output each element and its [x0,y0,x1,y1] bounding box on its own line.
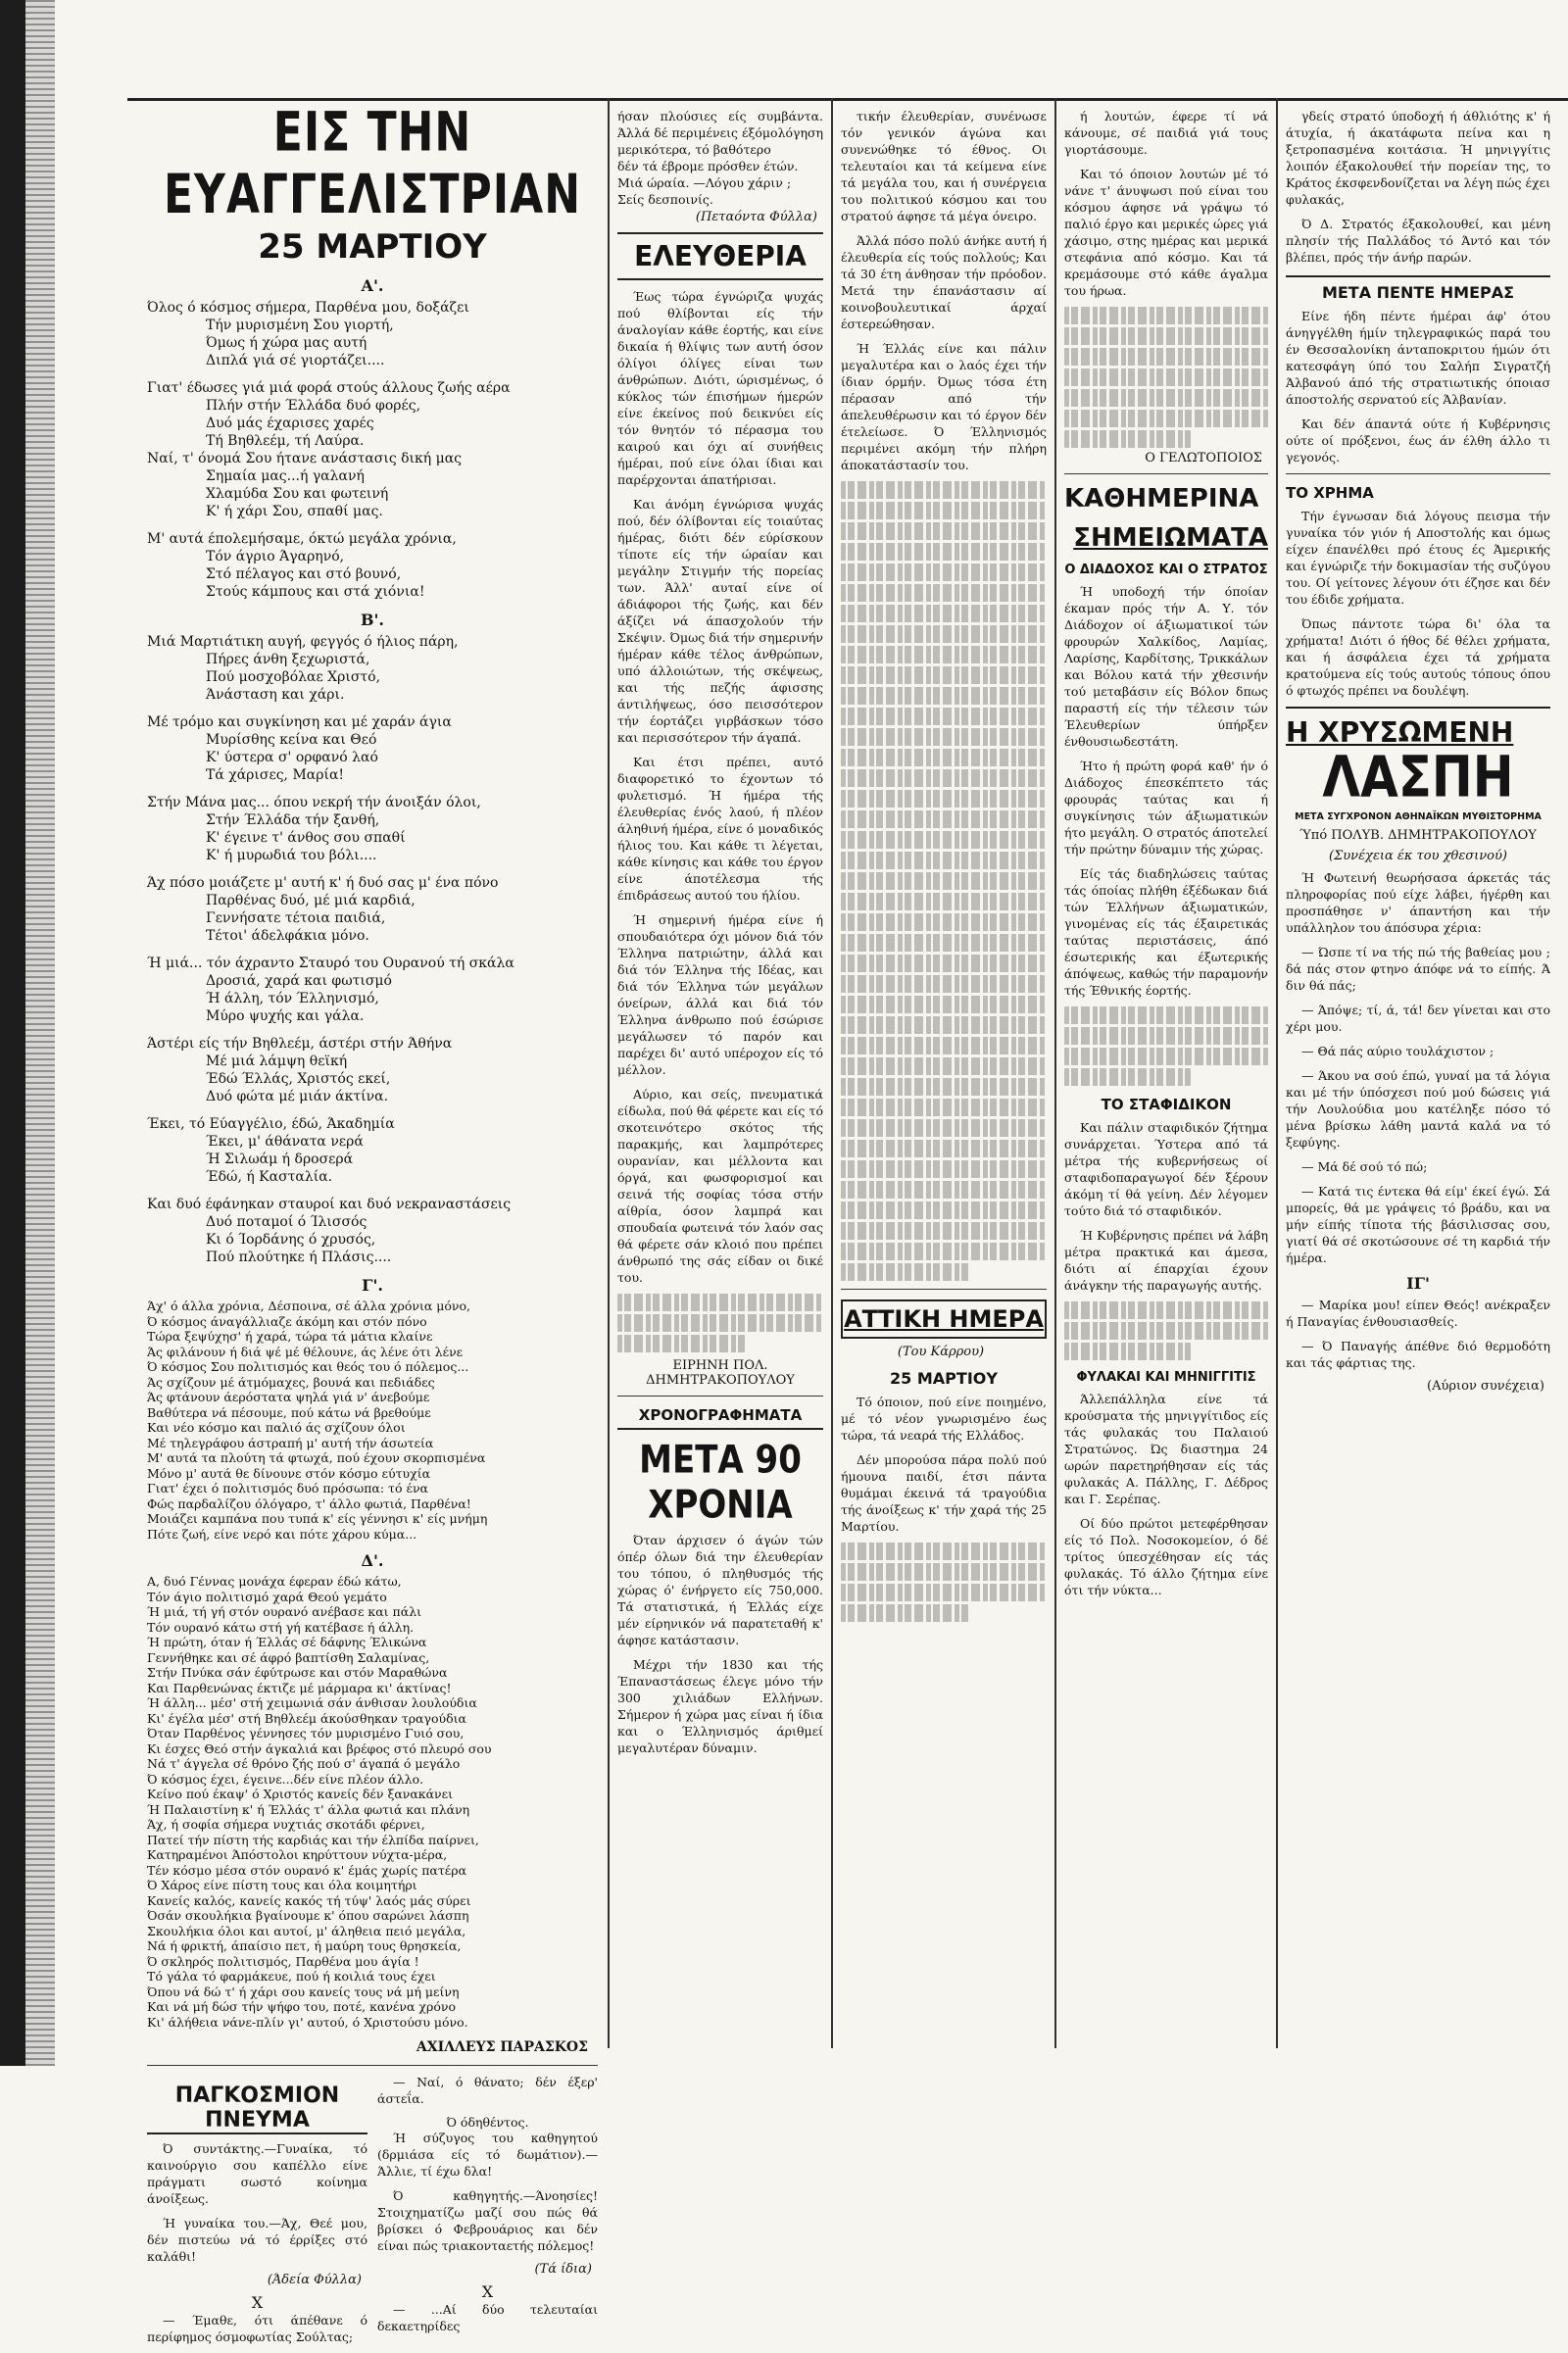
poem-part-b: Β'. [361,611,384,629]
verse-line: Κι' έγέλα μέσ' στή Βηθλεέμ άκούσθηκαν τραγούδια [147,1710,466,1726]
verse-line: Πού μοσχοβόλαε Χριστό, [206,669,381,685]
article-paragraph: Είνε ήδη πέντε ήμέραι άφ' ότου άνηγγέλθη ήμίν τηλεγραφικώς παρά του έν Θεσσαλονίκη άνταποκριτου ήμών ότι κατεσφάγη ύπό του Σαλήπ Σιγρατζή Άλβανού άπό τής στρατιωτικής όποιασ άποστολής σερνατού είς Άλβανίαν. [1286,309,1550,407]
verse-line: Ή Παλαιστίνη κ' ή Έλλάς τ' άλλα φωτιά και πλάνη [147,1801,470,1817]
verse-line: Ή πρώτη, όταν ή Έλλάς σέ δάφνης Έλικώνα [147,1635,427,1649]
text-lines-placeholder [841,975,1047,993]
text-lines-placeholder [841,872,1047,890]
verse-line: Στήν Έλλάδα τήν ξανθή, [206,812,380,828]
text-lines-placeholder [841,687,1047,705]
snippet-line: Μιά ώραία. —Λόγου χάριν ; [617,175,792,190]
article-paragraph: Τήν έγνωσαν διά λόγους πεισμα τήν γυναίκα τόν γιόν ή Αποστολής και όμως είχεν έπανέλθει πρό έτους ές Άμερικής και έγνώριζε τήν δοκιμασίαν τής συζύγου του. Οί γείτονες λέγουν ότι έζησε και δέν του έδιδε χρήματα. [1286,509,1550,607]
pneuma-left [147,2074,368,2353]
column-feuilleton [1286,108,1550,2058]
verse-line: Έδώ Έλλάς, Χριστός εκεί, [206,1071,391,1087]
poem-part-c: Γ'. [362,1276,383,1295]
text-lines-placeholder [617,1294,823,1311]
stanza-13 [147,1574,598,2030]
column-rule-3 [1054,98,1056,2048]
article-paragraph: Ή Κυβέρνησις πρέπει νά λάβη μέτρα πρακτικά και άμεσα, διότι αί έπαρχίαι έχουν άνάγκην τής παραγωγής αυτής. [1064,1228,1268,1293]
verse-line: Τά χάρισες, Μαρία! [206,767,345,783]
novel-paragraph: — Ό Παναγής άπέθνε διό θερμοδότη και τάς φάρτιας της. [1286,1339,1550,1370]
verse-line: Πού πλούτηκε ή Πλάσις.... [206,1250,392,1265]
novel-paragraph: — Μαρίκα μου! είπεν Θεός! ανέκραξεν ή Παναγίας ένθουσιασθείς. [1286,1298,1550,1329]
text-lines-placeholder [841,543,1047,561]
chrima-title: ΤΟ ΧΡΗΜΑ [1286,484,1374,502]
text-lines-placeholder [841,1243,1047,1260]
verse-line: Τέν κόσμο μέσα στόν ουρανό κ' έμάς χωρίς πατέρα [147,1862,467,1878]
verse-line: Πλήν στήν Έλλάδα δυό φορές, [206,398,421,414]
article-paragraph: Και τό όποιον λουτών μέ τό νάνε τ' άνυψωσι πού είναι του κόσμου άφησε νά γράψω τό παλιό έργο και μερικές ώρες γιά χάσιμο, στης ημέρας και μερικά στεφάνια από κόσμο. Και τά κρεμάσουμε στό κάθε άγαλμα του ήρωα. [1064,167,1268,298]
text-lines-placeholder [841,1563,1047,1581]
article-paragraph: Ό Δ. Στρατός έξακολουθεί, και μένη πλησίν τής Παλλάδος τό Άντό και τόν βλέπει, πρός τήν άνήρ παρών. [1286,217,1550,265]
text-lines-placeholder [841,666,1047,684]
verse-line: Τώρα ξεψύχησ' ή χαρά, τώρα τά μάτια κλαίνε [147,1329,433,1344]
text-lines-placeholder [841,522,1047,540]
attiki-title: ΑΤΤΙΚΗ ΗΜΕΡΑ [841,1299,1047,1339]
text-lines-placeholder [841,728,1047,746]
verse-line: Κ' έγεινε τ' άνθος σου σπαθί [206,830,406,846]
novel-next: (Αύριον συνέχεια) [1427,1379,1544,1394]
verse-line: Γιατ' έχει ό πολιτισμός δυό πρόσωπα: τό ένα [147,1481,428,1495]
text-lines-placeholder [841,769,1047,787]
divider [1064,473,1268,474]
joke-paragraph: Ή γυναίκα του.—Άχ, Θεέ μου, δέν πιστεύω νά τό έρρίξες στό καλάθι! [147,2216,368,2264]
text-lines-placeholder [841,955,1047,972]
text-lines-placeholder [841,1160,1047,1178]
novel-section-number: ΙΓ' [1406,1274,1430,1293]
page-binding-edge [25,0,55,2066]
verse-line: Άστέρι είς τήν Βηθλεέμ, άστέρι στήν Άθήνα [147,1036,453,1052]
stanza-5 [147,713,598,784]
chronographimata-title: ΧΡΟΝΟΓΡΑΦΗΜΑΤΑ [617,1406,823,1430]
stanza-11 [147,1196,598,1266]
text-lines-placeholder [841,1181,1047,1199]
joke-paragraph: — Έμαθε, ότι άπέθανε ό περίφημος όσμοφωτίας Σούλτας; [147,2313,368,2344]
verse-line: Άχ, ή σοφία σήμερα νυχτιάς σκοτάδι φέρνει, [147,1817,425,1832]
article-paragraph: Όταν άρχισεν ό άγών τών όπέρ όλων διά την έλευθερίαν του τόπου, ό πληθυσμός τής χώρας ό' ένήργετο είς 750,000. Τά στατιστικά, ή Έλλάς είχε μέν είρηνικόν νά παρατεταθή κ' άφησε κατάστασιν. [617,1533,823,1647]
verse-line: Κι ό Ίορδάνης ό χρυσός, [206,1232,376,1248]
text-lines-placeholder [841,893,1047,910]
verse-line: Και δυό έφάνηκαν σταυροί και δυό νεκραναστάσεις [147,1197,512,1212]
verse-line: Γιατ' έδωσες γιά μιά φορά στούς άλλους ζωής αέρα [147,380,511,396]
verse-line: Πήρες άνθη ξεχωριστά, [206,652,370,667]
verse-line: Όλος ό κόσμος σήμερα, Παρθένα μου, δοξάζει [147,300,469,316]
verse-line: Βαθύτερα νά πέσουμε, πού κάτω νά βρεθούμε [147,1404,431,1420]
text-lines-placeholder [1064,348,1268,366]
joke-paragraph: Ό καθηγητής.—Άνοησίες! Στοιχηματίζω μαζί σου πώς θά βρίσκει ό Φεβρουάριος και δέν είναι πώς τριακονταετής πόλεμος! [377,2188,598,2253]
novel-author: Ύπό ΠΟΛΥΒ. ΔΗΜΗΤΡΑΚΟΠΟΥΛΟΥ [1299,828,1537,843]
attiki-credit: (Του Κάρρου) [897,1345,985,1359]
text-lines-placeholder [841,708,1047,725]
article-paragraph: Ή Έλλάς είνε και πάλιν μεγαλυτέρα και ο λαός έχει τήν ίδιαν όρμήν. Όμως τόσα έτη πέρασαν από τήν άπελευθέρωσιν και τό έργον δέν έτελείωσε. Ό Έλληνισμός περιμένει ακόμη τήν πλήρη άποκατάστασίν του. [841,341,1047,472]
poem-part-d: Δ'. [361,1551,384,1570]
verse-line: Όσάν σκουλήκια βγαίνουμε κ' όπου σαρώνει λάσπη [147,1908,469,1923]
verse-line: Ή μιά, τή γή στόν ουρανό ανέβασε και πάλι [147,1604,422,1619]
verse-line: Σκουλήκια όλοι και αυτοί, μ' άληθεια πειό μεγάλα, [147,1923,466,1938]
verse-line: Στήν Μάνα μας... όπου νεκρή τήν άνοιξάν όλοι, [147,795,481,810]
poem-part-a: Α'. [361,276,384,295]
article-paragraph: Ή σημερινή ήμέρα είνε ή σπουδαιότερα όχι μόνον διά τόν Έλληνα πατριώτην, άλλά και διά τόν Έλληνα τής Ιδέας, και διά τόν Έλληνα τών μεγάλων όνείρων, άλλά και διά τόν Έλληνα άνθρωπο πού έσώρισε μεγάλωσεν τό παρόν και παρέχει δι' αυτό υπέροχον είς τό μέλλον. [617,912,823,1077]
article-paragraph: Άλλεπάλληλα είνε τά κρούσματα τής μηνιγγίτιδος είς τάς φυλακάς του Παλαιού Στρατώνος. Ώς διαστημα 24 ωρών παρετηρήθησαν είς τάς φυλακάς Α. Πάλλης, Γ. Δέδρος και Γ. Σερέπας. [1064,1392,1268,1506]
attiki-date: 25 ΜΑΡΤΙΟΥ [890,1369,998,1388]
snippet-line: δέν τά έβρομε πρόσθεν έτών. [617,159,799,173]
article-paragraph: Έως τώρα έγνώριζα ψυχάς πού θλίβονται είς τήν άναλογίαν κάθε έορτής, και είνε δικαία ή θλίψις των αυτή όσον όλίγοι όλίγες είναι των άνθρώπων. Διότι, ώρισμένως, ό κύκλος τών έπισήμων ήμερών είνε έκείνος πού δεικνύει είς τόν θνητόν τό πέρασμα του καιρού και όχι αί συνήθεις ήμέραι, πού είνε όλαι ίδιαι και παρέρχονται άπατήρισαι. [617,289,823,487]
text-lines-placeholder [841,605,1047,622]
verse-line: Άχ πόσο μοιάζετε μ' αυτή κ' ή δυό σας μ' ένα πόνο [147,875,499,891]
article-paragraph: Είς τάς διαδηλώσεις ταύτας τάς όποίας πλήθη έξέδωκαν διά τών Έλλήνων άξιωματικών, γινομένας είς τάς έξαιρετικάς ταύτας περιστάσεις, άπό έσωτερικής και έξωτερικής άπόψεως, καθώς τήν παραμονήν τής Έθνικής έορτής. [1064,866,1268,998]
verse-line: Στούς κάμπους και στά χιόνια! [206,584,425,600]
verse-line: Μ' αυτά τα πλούτη τά φτωχά, πού έχουν σκορπισμένα [147,1450,486,1465]
divider [1286,707,1550,709]
text-lines-placeholder [841,481,1047,499]
article-paragraph: Και πάλιν σταφιδικόν ζήτημα συνάρχεται. Ύστερα από τά μέτρα τής κυβερνήσεως οί σταφιδοπαραγωγοί δέν ξέρουν άκόμη τί θά γείνη. Δέν λέγομεν τούτο διά τό σταφιδικόν. [1064,1120,1268,1218]
joke-paragraph: Ό συντάκτης.—Γυναίκα, τό καινούργιο σου καπέλλο είνε πράγματι σωστό κοίνημα άνοίξεως. [147,2141,368,2206]
verse-line: Ό σκληρός πολιτισμός, Παρθένα μου άγία ! [147,1953,419,1969]
article-paragraph: Και άνόμη έγνώρισα ψυχάς πού, δέν όλίβονται είς τοιαύτας ήμέρας, διότι δέν εύρίσκουν τίποτε είς τήν ώραίαν και μεγάλην Στιγμήν τής πορείας των. Άλλ' αυταί είνε οί άδιάφοροι τής ζωής, και δέν άξίζει νά άπασχολούν τήν Σκέψιν. Όμως διά τήν σημερινήν ήμέραν κάθε τέλος άνθρώπων, υπό άλλοιώτων, τής σκέψεως, και τής πεζής άφισσης άντιλήψεως, όσο πεισσότερον τήν έορτάζει γιρβάσκων τόσο και περισσότερον τήν άγαπά. [617,497,823,745]
verse-line: Κείνο πού έκαψ' ό Χριστός κανείς δέν ξανακάνει [147,1787,454,1801]
verse-line: Μοιάζει καμπάνα που τυπά κ' είς γέννησι κ' είς μνήμη [147,1511,488,1526]
verse-line: Τόν ουρανό κάτω στή γή κατέβασε ή άλλη. [147,1619,415,1635]
verse-line: Κ' ή χάρι Σου, σπαθί μας. [206,504,383,519]
diadochos-title: Ο ΔΙΑΔΟΧΟΣ ΚΑΙ Ο ΣΤΡΑΤΟΣ [1064,563,1268,577]
verse-line: Άς φτάνουν άερόστατα ψηλά γιά ν' άνεβούμε [147,1390,430,1404]
verse-line: Έκει, μ' άθάνατα νερά [206,1134,364,1150]
text-lines-placeholder [841,913,1047,931]
stanza-9 [147,1035,598,1105]
article-paragraph: γδείς στρατό ύποδοχή ή άθλιότης κ' ή άτυχία, ή άκατάφωτα πείνα και η ξετροπασμένα κοιτάσια. Ή μηνιγγίτις λοιπόν έξακολουθεί τήν πορείαν της, το Κράτος έκσφενδονίζεται να λέγη πώς έχει φυλακάς, [1286,109,1550,207]
poem-signature: ΑΧΙΛΛΕΥΣ ΠΑΡΑΣΚΟΣ [416,2039,588,2055]
verse-line: Παρθένας δυό, μέ μιά καρδιά, [206,893,416,908]
joke-credit: (Άδεία Φύλλα) [267,2273,362,2287]
joke-separator: X [481,2282,494,2301]
article-paragraph: Τό όποιον, πού είνε ποιημένο, μέ τό νέον γνωρισμένο έως τώρα, τά νεαρά τής Ελλάδος. [841,1395,1047,1443]
verse-line: Και Παρθενώνας έκτιζε μέ μάρμαρα κι' άκτίνας! [147,1680,452,1695]
text-lines-placeholder [1064,368,1268,386]
verse-line: Έδώ, ή Κασταλία. [206,1169,333,1185]
novel-paragraph: — Άπόψε; τί, ά, τά! δεν γίνεται και στο χέρι μου. [1286,1003,1550,1034]
column-rule-1 [608,98,610,2048]
novel-paragraph: Ή Φωτεινή θεωρήσασα άρκετάς τάς πληροφορίας πού είχε λάβει, ήγέρθη και προσπάθησε ν' άπαντήση και τήν υπάλληλον του άπόσυρα χέρια: [1286,870,1550,935]
verse-line: Ό κόσμος έχει, έγεινε...δέν είνε πλέον άλλο. [147,1771,424,1787]
poem-title: ΕΙΣ ΤΗΝ ΕΥΑΓΓΕΛΙΣΤΡΙΑΝ [163,101,582,226]
text-lines-placeholder [841,1140,1047,1157]
text-lines-placeholder [841,564,1047,581]
verse-line: Μέ μιά λάμψη θεϊκή [206,1054,348,1069]
divider [617,1396,823,1397]
text-lines-placeholder [1064,1027,1268,1045]
stanza-4 [147,633,598,704]
verse-line: Κανείς καλός, κανείς κακός τή τύψ' λαός μάς σύρει [147,1892,471,1908]
article-paragraph: Ή υποδοχή τήν όποίαν έκαμαν πρός τήν Α. Υ. τόν Διάδοχον οί άξιωματικοί τών φρουρών Χαλκίδος, Λαμίας, Λαρίσης, Καρδίτσης, Τρικκάλων και Βόλου κατά τήν χθεσινήν τού μεταβάσιν είς Βόλον δπως παραστή είς τήν τέλεσιν τών Έλευθερίων ύπήρξεν ένθουσιωδεστάτη. [1064,584,1268,749]
joke-paragraph: Ή σύζυγος του καθηγητού (δρμιάσα είς τό δωμάτιον).—Άλλιε, τί έχω δλα! [377,2131,598,2179]
verse-line: Κ' ή μυρωδιά του βόλι.... [206,848,377,863]
text-lines-placeholder [841,831,1047,849]
article-paragraph: Μέχρι τήν 1830 και τής Έπαναστάσεως έλεγε μόνο τήν 300 χιλιάδων Ελλήνων. Σήμερον ή χώρα μας είναι ή ίδια και ο Έλληνισμός άριθμεί μεγαλυτέραν δύναμιν. [617,1657,823,1755]
text-lines-placeholder [841,1037,1047,1054]
joke-paragraph: — Ναί, ό θάνατο; δέν έξερ' άστεΐα. [377,2075,598,2106]
verse-line: Μέ τρόμο και συγκίνηση και μέ χαράν άγια [147,714,452,730]
phylakai-title: ΦΥΛΑΚΑΙ ΚΑΙ ΜΗΝΙΓΓΙΤΙΣ [1076,1370,1256,1385]
verse-line: Δυό φώτα μέ μιάν άκτίνα. [206,1089,389,1104]
verse-line: Άνάσταση και χάρι. [206,687,345,703]
verse-line: Τήν μυρισμένη Σου γιορτή, [206,318,394,333]
verse-line: Μ' αυτά έπολεμήσαμε, όκτώ μεγάλα χρόνια, [147,531,457,547]
snippet-line: ήσαν πλούσιες είς συμβάντα. Άλλά δέ περιμένεις έξόμολόγηση μερικότερα, τό βαθότερο [617,109,823,157]
verse-line: Πατεί τήν πίστη τής καρδιάς και τήν έλπίδα παίρνει, [147,1832,479,1847]
column-rule-2 [831,98,833,2048]
verse-line: Στό πέλαγος και στό βουνό, [206,566,402,582]
stafidikon-title: ΤΟ ΣΤΑΦΙΔΙΚΟΝ [1101,1096,1232,1113]
verse-line: Πότε ζωή, είνε νερό και πότε χάρου κύμα... [147,1526,417,1542]
eleftheria-title: ΕΛΕΥΘΕΡΙΑ [617,232,823,280]
verse-line: Τόν άγιο πολιτισμό χαρά Θεού γεμάτο [147,1589,387,1604]
text-lines-placeholder [841,749,1047,766]
gelotopoios-signature: Ο ΓΕΛΩΤΟΠΟΙΟΣ [1145,451,1262,466]
verse-line: Και νά μή δώσ τήν ψήφο του, ποτέ, κανένα χρόνο [147,1999,456,2014]
text-lines-placeholder [841,1078,1047,1096]
verse-line: Και νέο κόσμο και παλιό άς σχίζουν όλοι [147,1420,406,1435]
text-lines-placeholder [841,934,1047,952]
text-lines-placeholder [841,502,1047,519]
verse-line: Ό κόσμος Σου πολιτισμός και θεός του ό πόλεμος... [147,1359,469,1374]
text-lines-placeholder [841,1584,1047,1601]
text-lines-placeholder [1064,327,1268,345]
text-lines-placeholder [841,1201,1047,1219]
text-lines-placeholder [617,1314,823,1332]
verse-line: Όπου νά δώ τ' ή χάρι σου κανείς τους νά μή μείνη [147,1984,460,1999]
text-lines-placeholder [841,584,1047,602]
snippet-credit: (Πεταόντα Φύλλα) [695,210,817,224]
verse-line: Άς φιλάνουν ή διά ψέ μέ θέλουνε, άς λένε ότι λένε [147,1344,464,1359]
stanza-3 [147,530,598,601]
verse-line: Ή Σιλωάμ ή δροσερά [206,1152,354,1167]
verse-line: Ό κόσμος άναγάλλιαζε άκόμη και στόν πόνο [147,1313,427,1329]
article-paragraph: Και δέν άπαντά ούτε ή Κυβέρνησις ούτε οί πρόξενοι, έως άν έλθη άλλο τι γεγονός. [1286,417,1550,465]
stanza-8 [147,955,598,1025]
text-lines-placeholder [841,790,1047,808]
novel-paragraph: — Ώσπε τί να τής πώ τής βαθείας μου ; δά πάς στον φτηνο άπόφε νά το είπής. Ά διν θά πάς; [1286,945,1550,993]
verse-line: Κ' ύστερα σ' ορφανό λαό [206,750,378,765]
text-lines-placeholder [617,1335,745,1352]
divider [841,1289,1047,1290]
text-lines-placeholder [841,646,1047,663]
verse-line: Δροσιά, χαρά και φωτισμό [206,973,392,989]
text-lines-placeholder [1064,430,1191,448]
verse-line: Στήν Πνύκα σάν έφύτρωσε και στόν Μαραθώνα [147,1665,448,1680]
verse-line: Α, δυό Γέννας μονάχα έφεραν έδώ κάτω, [147,1574,402,1589]
text-lines-placeholder [841,852,1047,869]
article-paragraph: Άλλά πόσο πολύ άνήκε αυτή ή έλευθερία είς τούς πολλούς; Και τά 30 έτη άνθησαν τήν πρόοδον. Μετά την έπανάστασιν αί κοινοβουλευτικαί άρχαί έστερεώθησαν. [841,233,1047,331]
text-lines-placeholder [1064,1301,1268,1319]
kathimerina-title: ΚΑΘΗΜΕΡΙΝΑ [1064,484,1259,514]
text-lines-placeholder [841,1222,1047,1240]
verse-line: Δυό ποταμοί ό Ίλισσός [206,1214,368,1230]
verse-line: Τέτοι' άδελφάκια μόνο. [206,928,369,944]
verse-line: Μυρίσθης κείνα και Θεό [206,732,377,748]
novel-paragraph: — Θά πάς αύριο τουλάχιστον ; [1301,1044,1494,1058]
verse-line: Μέ τηλεγράφου άστραπή μ' αυτή τήν άσωτεία [147,1435,434,1450]
text-lines-placeholder [841,996,1047,1013]
verse-line: Ναί, τ' όνομά Σου ήτανε ανάστασις δική μας [147,451,463,466]
simeiomata-title: ΣΗΜΕΙΩΜΑΤΑ [1073,523,1268,553]
article-paragraph: Δέν μπορούσα πάρα πολύ πού ήμουνα παιδί, έτσι πάντα θυμάμαι έκεινά τά τραγούδια τής άνοίξεως κ' τήν χαρά τής 25 Μαρτίου. [841,1452,1047,1534]
stanza-1 [147,299,598,369]
article-paragraph: Και έτσι πρέπει, αυτό διαφορετικό το έχοντων τό φυλετισμό. Ή ήμέρα τής έλευθερίας ένός λαού, ή πλέον άληθινή ήμέρα, είνε ό μοναδικός ήλιος του. Και κάθε τι λέγεται, κάθε κίνησις και κάθε του έργον είνε άποτέλεσμα τής έπιδράσεως αυτού του ήλίου. [617,755,823,903]
text-lines-placeholder [1064,1343,1191,1360]
novel-subtitle: ΜΕΤΑ ΣΥΓΧΡΟΝΟΝ ΑΘΗΝΑΪΚΩΝ ΜΥΘΙΣΤΟΡΗΜΑ [1295,811,1542,822]
verse-line: Όταν Παρθένος γέννησες τόν μυρισμένο Γυιό σου, [147,1726,465,1740]
joke-paragraph: Ό όδηθέντος. [446,2115,529,2130]
verse-line: Μύρο ψυχής και γάλα. [206,1008,365,1024]
text-lines-placeholder [841,1604,968,1622]
article-paragraph: τικήν έλευθερίαν, συνένωσε τόν γενικόν άγώνα και συνενώθηκε τό έθνος. Οι τελευταίοι και τά κείμενα είνε τά μεγάλα του, και ή συνέργεια του πολιτικού κόσμου και του στρατού άφησε τά μέγα όνειρο. [841,109,1047,223]
article-paragraph: Οί δύο πρώτοι μετεφέρθησαν είς τό Πολ. Νοσοκομείον, ό δέ τρίτος ύπεσχέθησαν είς τάς φυλακάς. Τό άλλο ζήτημα είνε ότι τήν νύκτα... [1064,1516,1268,1597]
text-lines-placeholder [1064,1068,1191,1086]
text-lines-placeholder [841,1099,1047,1116]
pneuma-section [147,2074,598,2353]
verse-line: Τό γάλα τό φαρμάκευε, πού ή κοιλιά τους έχει [147,1969,436,1984]
text-lines-placeholder [841,1016,1047,1034]
novel-paragraph: — Κατά τις έντεκα θά είμ' έκεί έγώ. Σά μπορείς, θά με γράψεις τό βράδυ, και να μήν είπής τίποτα τής βάσιλισσας σου, γιατί θά σέ σκοτώσουνε σέ τη καρδιά τήν ήμέρα. [1286,1184,1550,1265]
column-eleftheria [617,108,823,2058]
article-paragraph: Ήτο ή πρώτη φορά καθ' ήν ό Διάδοχος έπεσκέπτετο τάς φρουράς ταύτας και ή συγκίνησις τών άξιωματικών ήτο μεγάλη. Ο στρατός άποτελεί τήν πρώτην δύναμιν τής χώρας. [1064,759,1268,857]
verse-line: Κι έσχες Θεό στήν άγκαλιά και βρέφος στό πλευρό σου [147,1740,492,1756]
verse-line: Γεννήσατε τέτοια παιδιά, [206,910,386,926]
verse-line: Κατηραμένοι Άπόστολοι κηρύττουν νύχτα-μέρα, [147,1847,448,1862]
top-snippet [617,108,823,208]
text-lines-placeholder [841,810,1047,828]
novel-paragraph: — Μά δέ σού τό πώ; [1301,1159,1428,1174]
verse-line: Άχ' ό άλλα χρόνια, Δέσποινα, σέ άλλα χρόνια μόνο, [147,1299,471,1313]
verse-line: Σημαία μας...ή γαλανή [206,468,365,484]
article-byline: ΕΙΡΗΝΗ ΠΟΛ. ΔΗΜΗΤΡΑΚΟΠΟΥΛΟΥ [646,1358,795,1388]
verse-line: Νά τ' άγγελα σέ θρόνο ζής πού σ' άγαπά ό μεγάλο [147,1756,461,1771]
verse-line: Μόνο μ' αυτά θε δίνουνε στόν κόσμο εύτυχία [147,1465,431,1481]
text-lines-placeholder [1064,410,1268,427]
stanza-10 [147,1115,598,1186]
text-lines-placeholder [1064,1006,1268,1024]
article-paragraph: Αύριο, και σείς, πνευματικά είδωλα, πού θά φέρετε και είς τό σκοτεινότερο σκότος τής παρακμής, και λαμπρότερες ουρανίαν, και μέλλοντα και όργά, και φωσφορισμοί και σεινά τής σοφίας τόσα στήν αίθρία, όσον λαμπρά και σπουδαία φωτεινά τόν λαόν σας θά φέρετε σάν κλοιό που πρέπει άνθρωπό της σάς είδαν οι δικέ του. [617,1087,823,1285]
text-lines-placeholder [841,625,1047,643]
stanza-2 [147,379,598,520]
text-lines-placeholder [841,1119,1047,1137]
verse-line: Δυό μάς έχαρισες χαρές [206,416,374,431]
joke-credit: (Τά ίδια) [534,2262,592,2277]
page-binding [0,0,25,2066]
verse-line: Έκει, τό Εύαγγέλιο, έδώ, Άκαδημία [147,1116,395,1132]
verse-line: Άς σχίζουν μέ άτμόμαχες, βουνά και πεδιάδες [147,1374,435,1390]
verse-line: Ή άλλη, τόν Έλληνισμό, [206,991,379,1006]
novel-continuation: (Συνέχεια έκ του χθεσινού) [1329,849,1507,863]
verse-line: Φώς παρδαλίζου όλόγαρο, τ' άλλο φωτιά, Παρθένα! [147,1495,471,1511]
verse-line: Γεννήθηκε και σέ άφρό βαπτίσθη Σαλαμίνας, [147,1649,430,1665]
meta-pente-title: ΜΕΤΑ ΠΕΝΤΕ ΗΜΕΡΑΣ [1286,275,1550,302]
snippet-line: Σείς δεσποινίς. [617,192,713,207]
poem-date: 25 ΜΑΡΤΙΟΥ [258,227,487,267]
verse-line: Ό Χάρος είνε πίστη τους και όλα κοιμητήρι [147,1878,417,1892]
verse-line: Χλαμύδα Σου και φωτεινή [206,486,389,502]
stanza-12 [147,1299,598,1542]
laspi-title: ΛΑΣΠΗ [1322,744,1514,810]
verse-line: Κι' άλήθεια νάνε-πλίν γι' αυτού, ό Χριστούσυ μόνο. [147,2014,468,2030]
divider [147,2065,598,2066]
article-paragraph: Όπως πάντοτε τώρα δι' όλα τα χρήματα! Διότι ό ήθος δέ θέλει χρήματα, και ή άσφάλεια έχει τά χρήματα κρατούμενα είς τούς αυτούς τόπους όπου ό φτωχός πρέπει να δουλέψη. [1286,616,1550,698]
verse-line: Ή μιά... τόν άχραντο Σταυρό του Ουρανού τή σκάλα [147,956,514,971]
verse-line: Μιά Μαρτιάτικη αυγή, φεγγός ό ήλιος πάρη, [147,634,459,650]
article-paragraph: ή λουτών, έφερε τί νά κάνουμε, σέ παιδιά γιά τους γιορτάσουμε. [1064,109,1268,157]
joke-paragraph: — ...Αί δύο τελευταίαι δεκαετηρίδες [377,2302,598,2333]
verse-line: Τόν άγριο Άγαρηνό, [206,549,345,564]
divider [1286,473,1550,474]
column-middle [841,108,1047,2058]
verse-line: Όμως ή χώρα μας αυτή [206,335,368,351]
verse-line: Ή άλλη... μέσ' στή χειμωνιά σάν άνθισαν λουλούδια [147,1695,477,1710]
text-lines-placeholder [1064,1048,1268,1065]
text-lines-placeholder [1064,389,1268,407]
text-lines-placeholder [841,1057,1047,1075]
verse-line: Διπλά γιά σέ γιορτάζει.... [206,353,385,368]
verse-line: Νά ή φρικτή, άπαίσιο πετ, ή μαύρη τους θρησκεία, [147,1938,462,1953]
column-notes [1064,108,1268,2058]
column-poem [147,101,598,2344]
joke-separator: X [251,2293,264,2312]
text-lines-placeholder [841,1543,1047,1560]
meta90-title: ΜΕΤΑ 90 ΧΡΟΝΙΑ [639,1438,802,1528]
verse-line: Τή Βηθλεέμ, τή Λαύρα. [206,433,365,449]
text-lines-placeholder [1064,307,1268,324]
text-lines-placeholder [1064,1322,1268,1340]
text-lines-placeholder [841,1263,968,1281]
stanza-7 [147,874,598,945]
pneuma-title: ΠΑΓΚΟΣΜΙΟΝ ΠΝΕΥΜΑ [147,2083,368,2134]
xrysomeni-title: Η ΧΡΥΣΩΜΕΝΗ [1286,716,1514,749]
column-rule-4 [1276,98,1278,2048]
stanza-6 [147,794,598,864]
novel-paragraph: — Άκου να σού έπώ, γυναί μα τά λόγια και μέ τήν ύπόσχεσι πού μού δώσεις γιά τήν Λουλούδια μου κατέληξε πόσο τό μένα βρίσκω λάθη μαντά καλά να τό ξεφύγης. [1286,1068,1550,1150]
pneuma-right [377,2074,598,2353]
